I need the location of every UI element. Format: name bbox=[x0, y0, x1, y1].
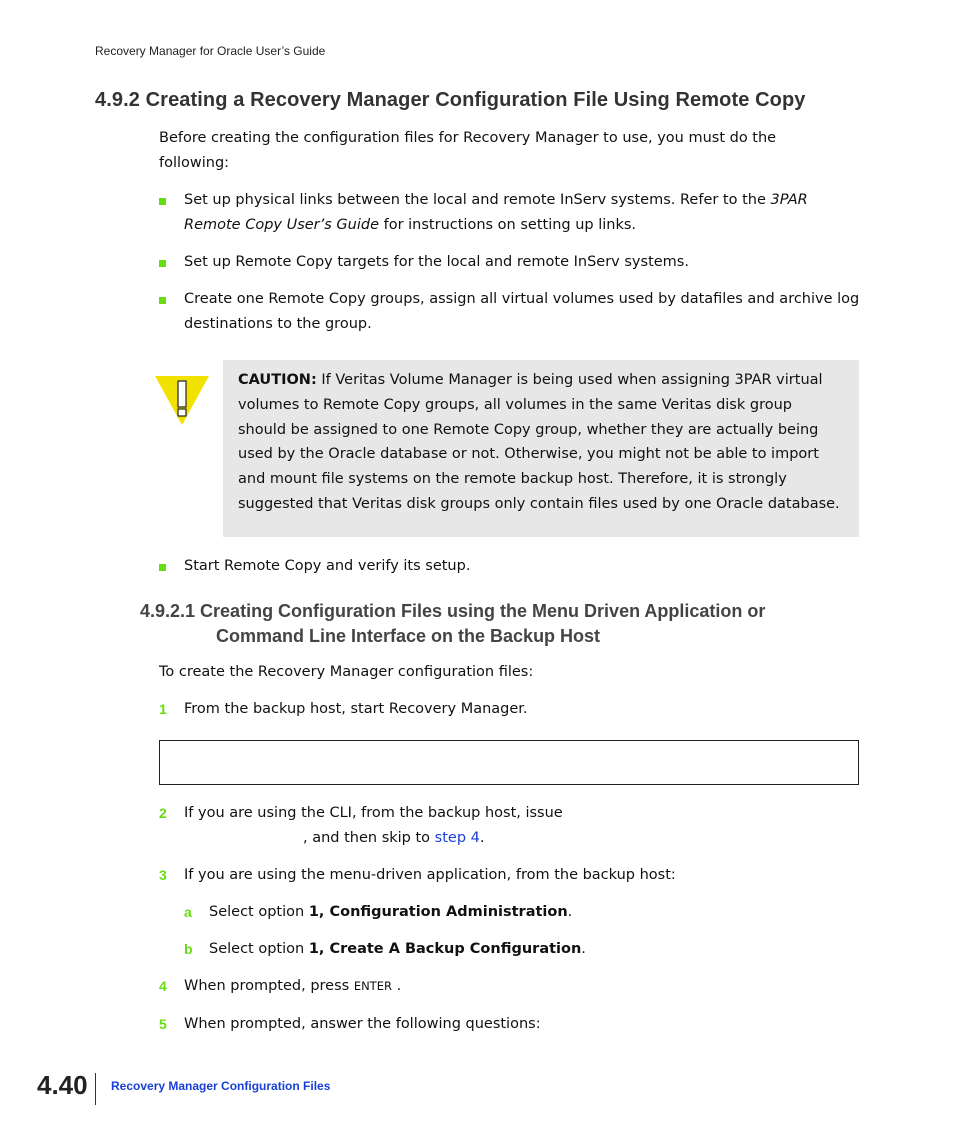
section-intro-line-1: Before creating the configuration files for Recovery Manager to use, you must do the bbox=[159, 130, 777, 146]
step-number: 1 bbox=[159, 701, 167, 717]
step-3-text: If you are using the menu-driven application, from the backup host: bbox=[184, 867, 676, 883]
section-intro-line-2: following: bbox=[159, 155, 230, 171]
step-2-text: If you are using the CLI, from the backup host, issue , and then skip to step 4. bbox=[184, 805, 563, 846]
section-intro bbox=[159, 126, 776, 176]
step-number: 4 bbox=[159, 978, 167, 994]
caution-icon bbox=[154, 375, 210, 427]
bullet-item-3: Create one Remote Copy groups, assign all virtual volumes used by datafiles and archive log destinations to the group. bbox=[184, 291, 860, 332]
section-title: 4.9.2 Creating a Recovery Manager Configuration File Using Remote Copy bbox=[95, 89, 806, 111]
bullet-marker bbox=[159, 564, 166, 571]
substep-letter: a bbox=[184, 904, 192, 920]
footer-divider bbox=[95, 1073, 96, 1105]
substep-a-text: Select option 1, Configuration Administration. bbox=[209, 904, 573, 920]
step-number: 5 bbox=[159, 1016, 167, 1032]
step-4-link[interactable]: step 4 bbox=[434, 830, 480, 846]
bullet-item-2: Set up Remote Copy targets for the local and remote InServ systems. bbox=[184, 254, 689, 270]
enter-key: ENTER bbox=[353, 979, 392, 993]
bullet-item-4: Start Remote Copy and verify its setup. bbox=[184, 558, 471, 574]
bullet-marker bbox=[159, 297, 166, 304]
step-1-text: From the backup host, start Recovery Manager. bbox=[184, 701, 528, 717]
caution-text: CAUTION: If Veritas Volume Manager is being used when assigning 3PAR virtual volumes to Remote Copy groups, all volumes in the same Veritas disk group should be assigned to one Remote Copy group, whether they are actually being used by the Oracle database or not. Otherwise, you might not be able to import and mount file systems on the remote backup host. Therefore, it is strongly suggested that Veritas disk groups only contain files used by one Oracle database. bbox=[238, 372, 840, 512]
step-number: 2 bbox=[159, 805, 167, 821]
subsection-intro: To create the Recovery Manager configuration files: bbox=[159, 664, 534, 680]
subsection-title: 4.9.2.1 Creating Configuration Files using the Menu Driven Application or Command Line Interface on the Backup Host bbox=[140, 601, 766, 646]
caution-label: CAUTION: bbox=[238, 372, 317, 388]
running-header: Recovery Manager for Oracle User’s Guide bbox=[95, 44, 326, 58]
footer-chapter-title[interactable]: Recovery Manager Configuration Files bbox=[111, 1079, 331, 1093]
step-5-text: When prompted, answer the following questions: bbox=[184, 1016, 541, 1032]
command-box bbox=[159, 740, 859, 785]
bullet-marker bbox=[159, 198, 166, 205]
step-4-text: When prompted, press ENTER . bbox=[184, 978, 402, 994]
step-number: 3 bbox=[159, 867, 167, 883]
page-number: 4.40 bbox=[37, 1070, 88, 1100]
substep-letter: b bbox=[184, 941, 193, 957]
bullet-marker bbox=[159, 260, 166, 267]
substep-b-text: Select option 1, Create A Backup Configuration. bbox=[209, 941, 586, 957]
bullet-item-1: Set up physical links between the local and remote InServ systems. Refer to the 3PAR Remote Copy User’s Guide for instructions on setting up links. bbox=[184, 192, 808, 233]
